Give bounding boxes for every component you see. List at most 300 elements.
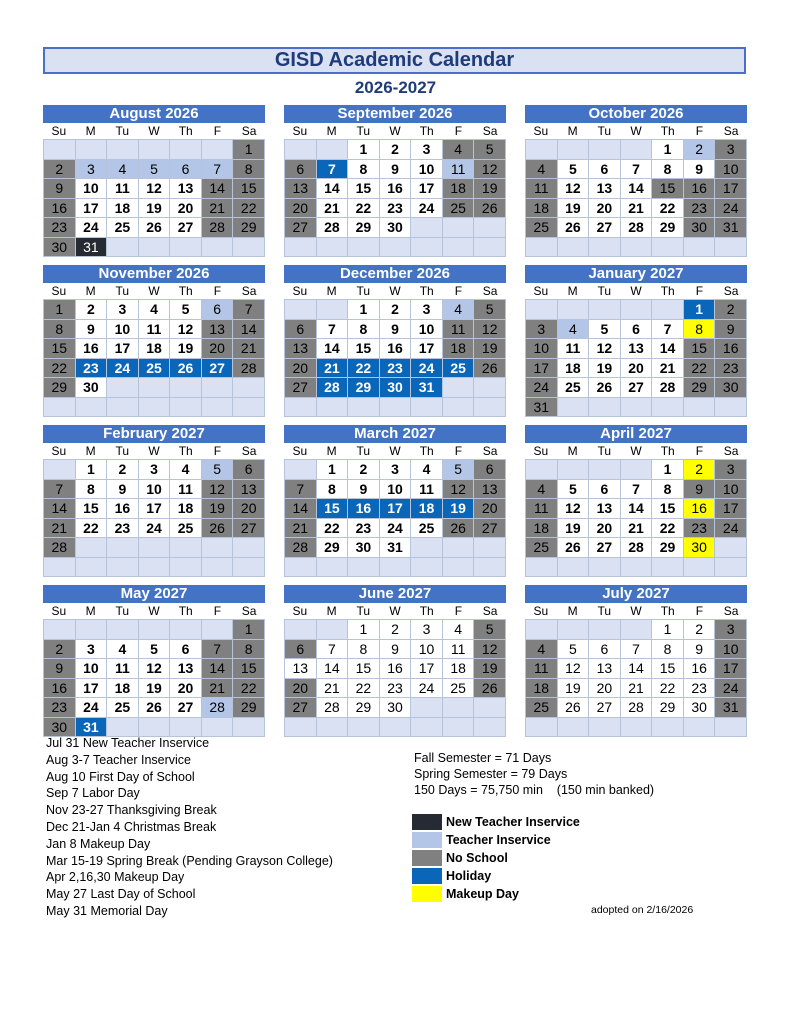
day-cell: 6 [589, 160, 620, 179]
day-cell: 9 [684, 160, 715, 179]
day-cell: 8 [348, 640, 379, 659]
day-cell: 8 [652, 640, 683, 659]
day-cell: 1 [652, 460, 683, 479]
day-cell: 28 [233, 359, 264, 378]
day-cell: 20 [474, 499, 505, 518]
empty-cell [684, 718, 715, 737]
empty-cell [139, 398, 170, 417]
day-cell: 12 [170, 320, 201, 339]
day-cell: 21 [44, 519, 75, 538]
day-cell: 7 [621, 480, 652, 499]
empty-cell [715, 238, 746, 257]
day-cell: 24 [526, 378, 557, 397]
empty-cell [443, 398, 474, 417]
day-cell: 5 [170, 300, 201, 319]
total-days: 150 Days = 75,750 min (150 min banked) [414, 783, 655, 797]
day-cell: 11 [170, 480, 201, 499]
day-cell: 4 [526, 640, 557, 659]
empty-cell [558, 238, 589, 257]
day-cell: 28 [44, 538, 75, 557]
weekday-label: M [85, 284, 96, 298]
day-cell: 4 [443, 300, 474, 319]
day-cell: 20 [589, 679, 620, 698]
month-calendar [43, 105, 265, 257]
day-grid [43, 459, 265, 577]
day-cell: 27 [285, 698, 316, 717]
weekday-header [284, 443, 506, 459]
day-cell: 3 [107, 300, 138, 319]
day-cell: 6 [285, 320, 316, 339]
day-cell: 31 [715, 698, 746, 717]
semester-stats [414, 750, 654, 798]
day-cell: 29 [348, 378, 379, 397]
day-cell: 2 [380, 300, 411, 319]
day-cell: 14 [233, 320, 264, 339]
weekday-header [284, 603, 506, 619]
weekday-label: Tu [356, 284, 371, 298]
empty-cell [380, 238, 411, 257]
day-cell: 25 [443, 679, 474, 698]
day-cell: 11 [139, 320, 170, 339]
day-cell: 12 [202, 480, 233, 499]
empty-cell [621, 300, 652, 319]
day-cell: 4 [411, 460, 442, 479]
weekday-label: M [326, 444, 337, 458]
empty-cell [652, 558, 683, 577]
weekday-label: Tu [597, 444, 612, 458]
weekday-label: M [567, 124, 578, 138]
weekday-label: Sa [723, 124, 739, 138]
day-cell: 22 [652, 199, 683, 218]
weekday-label: F [213, 444, 222, 458]
empty-cell [443, 718, 474, 737]
day-cell: 6 [621, 320, 652, 339]
day-cell: 3 [380, 460, 411, 479]
weekday-label: Th [660, 284, 675, 298]
weekday-label: W [389, 604, 401, 618]
day-cell: 3 [715, 460, 746, 479]
day-cell: 8 [684, 320, 715, 339]
day-cell: 17 [411, 179, 442, 198]
empty-cell [621, 718, 652, 737]
empty-cell [170, 718, 201, 737]
weekday-label: Sa [482, 444, 498, 458]
adopted-date: adopted on 2/16/2026 [591, 904, 694, 916]
day-cell: 29 [233, 698, 264, 717]
day-cell: 4 [170, 460, 201, 479]
day-cell: 30 [684, 538, 715, 557]
day-cell: 7 [317, 320, 348, 339]
empty-cell [526, 620, 557, 639]
legend-item [412, 831, 580, 849]
day-cell: 17 [715, 499, 746, 518]
empty-cell [285, 398, 316, 417]
empty-cell [76, 538, 107, 557]
day-cell: 16 [684, 659, 715, 678]
empty-cell [317, 238, 348, 257]
weekday-label: M [85, 124, 96, 138]
day-cell: 22 [233, 679, 264, 698]
day-cell: 10 [139, 480, 170, 499]
day-cell: 3 [76, 640, 107, 659]
day-cell: 22 [348, 359, 379, 378]
weekday-label: Th [178, 284, 193, 298]
month-calendar [525, 585, 747, 737]
weekday-label: F [454, 124, 463, 138]
day-cell: 15 [76, 499, 107, 518]
empty-cell [715, 538, 746, 557]
day-cell: 5 [474, 300, 505, 319]
day-cell: 15 [652, 499, 683, 518]
day-cell: 28 [652, 378, 683, 397]
day-cell: 4 [558, 320, 589, 339]
day-cell: 26 [474, 679, 505, 698]
empty-cell [202, 558, 233, 577]
legend-swatch [412, 850, 442, 866]
day-cell: 5 [589, 320, 620, 339]
empty-cell [558, 300, 589, 319]
day-cell: 19 [139, 679, 170, 698]
legend-item [412, 849, 580, 867]
day-cell: 14 [285, 499, 316, 518]
day-cell: 12 [139, 659, 170, 678]
day-cell: 25 [107, 218, 138, 237]
day-cell: 22 [76, 519, 107, 538]
day-cell: 4 [443, 140, 474, 159]
day-cell: 28 [317, 698, 348, 717]
weekday-label: W [148, 124, 160, 138]
day-cell: 6 [285, 160, 316, 179]
day-grid [284, 139, 506, 257]
day-cell: 7 [621, 640, 652, 659]
day-cell: 7 [44, 480, 75, 499]
day-cell: 17 [411, 659, 442, 678]
day-cell: 6 [170, 640, 201, 659]
day-cell: 25 [170, 519, 201, 538]
empty-cell [526, 300, 557, 319]
day-cell: 19 [139, 199, 170, 218]
empty-cell [170, 140, 201, 159]
day-cell: 10 [380, 480, 411, 499]
empty-cell [202, 398, 233, 417]
day-cell: 20 [285, 359, 316, 378]
day-cell: 27 [285, 378, 316, 397]
empty-cell [411, 718, 442, 737]
weekday-label: Su [533, 604, 549, 618]
day-cell: 11 [443, 640, 474, 659]
day-cell: 17 [715, 659, 746, 678]
weekday-label: Sa [482, 284, 498, 298]
month-title: August 2026 [43, 105, 265, 123]
weekday-header [43, 603, 265, 619]
day-cell: 18 [443, 659, 474, 678]
day-cell: 14 [202, 659, 233, 678]
empty-cell [233, 378, 264, 397]
day-cell: 7 [233, 300, 264, 319]
day-cell: 23 [380, 359, 411, 378]
day-cell: 28 [285, 538, 316, 557]
month-title: June 2027 [284, 585, 506, 603]
weekday-label: Th [660, 124, 675, 138]
empty-cell [443, 538, 474, 557]
day-cell: 14 [621, 659, 652, 678]
day-cell: 8 [76, 480, 107, 499]
weekday-label: F [454, 604, 463, 618]
note-item: Aug 10 First Day of School [46, 769, 195, 784]
empty-cell [443, 238, 474, 257]
day-cell: 29 [44, 378, 75, 397]
day-cell: 15 [652, 659, 683, 678]
day-cell: 16 [380, 179, 411, 198]
weekday-label: F [695, 604, 704, 618]
day-cell: 17 [526, 359, 557, 378]
day-cell: 27 [474, 519, 505, 538]
day-cell: 8 [44, 320, 75, 339]
day-cell: 18 [526, 519, 557, 538]
empty-cell [317, 300, 348, 319]
weekday-label: F [213, 124, 222, 138]
day-cell: 3 [411, 300, 442, 319]
day-cell: 26 [558, 218, 589, 237]
empty-cell [285, 558, 316, 577]
day-cell: 1 [233, 620, 264, 639]
day-cell: 29 [348, 218, 379, 237]
empty-cell [107, 558, 138, 577]
day-cell: 30 [380, 218, 411, 237]
day-cell: 29 [652, 698, 683, 717]
day-cell: 26 [474, 359, 505, 378]
empty-cell [285, 460, 316, 479]
day-cell: 18 [107, 199, 138, 218]
weekday-label: Tu [356, 604, 371, 618]
legend-swatch [412, 868, 442, 884]
day-cell: 20 [170, 679, 201, 698]
day-cell: 23 [107, 519, 138, 538]
day-cell: 6 [285, 640, 316, 659]
day-cell: 22 [317, 519, 348, 538]
empty-cell [684, 398, 715, 417]
day-cell: 11 [411, 480, 442, 499]
day-cell: 14 [621, 499, 652, 518]
day-cell: 5 [139, 640, 170, 659]
day-cell: 7 [317, 640, 348, 659]
empty-cell [44, 140, 75, 159]
day-cell: 31 [76, 238, 107, 257]
empty-cell [202, 238, 233, 257]
weekday-label: Sa [723, 284, 739, 298]
day-cell: 27 [589, 698, 620, 717]
page-title: GISD Academic Calendar [43, 47, 746, 74]
day-cell: 30 [44, 718, 75, 737]
day-cell: 2 [44, 640, 75, 659]
day-cell: 6 [233, 460, 264, 479]
empty-cell [652, 718, 683, 737]
empty-cell [474, 378, 505, 397]
day-cell: 29 [317, 538, 348, 557]
day-cell: 27 [589, 538, 620, 557]
day-cell: 25 [443, 199, 474, 218]
weekday-label: M [85, 604, 96, 618]
month-title: November 2026 [43, 265, 265, 283]
empty-cell [202, 140, 233, 159]
empty-cell [589, 460, 620, 479]
day-cell: 19 [558, 199, 589, 218]
weekday-label: Th [178, 444, 193, 458]
day-cell: 15 [233, 179, 264, 198]
day-cell: 16 [44, 199, 75, 218]
day-cell: 13 [285, 659, 316, 678]
day-cell: 6 [589, 640, 620, 659]
day-cell: 18 [170, 499, 201, 518]
day-cell: 31 [380, 538, 411, 557]
weekday-label: Tu [597, 124, 612, 138]
day-cell: 28 [621, 218, 652, 237]
day-cell: 17 [380, 499, 411, 518]
day-cell: 29 [348, 698, 379, 717]
empty-cell [526, 558, 557, 577]
empty-cell [380, 398, 411, 417]
day-cell: 10 [715, 480, 746, 499]
empty-cell [443, 218, 474, 237]
empty-cell [202, 718, 233, 737]
weekday-label: F [454, 284, 463, 298]
empty-cell [589, 558, 620, 577]
note-item: Aug 3-7 Teacher Inservice [46, 752, 191, 767]
empty-cell [474, 218, 505, 237]
day-cell: 15 [317, 499, 348, 518]
empty-cell [233, 718, 264, 737]
empty-cell [684, 558, 715, 577]
day-cell: 9 [44, 179, 75, 198]
empty-cell [443, 558, 474, 577]
day-cell: 20 [202, 339, 233, 358]
day-cell: 25 [107, 698, 138, 717]
weekday-header [525, 123, 747, 139]
day-cell: 27 [285, 218, 316, 237]
day-cell: 9 [76, 320, 107, 339]
day-cell: 1 [233, 140, 264, 159]
day-cell: 25 [526, 538, 557, 557]
day-cell: 19 [202, 499, 233, 518]
note-item: May 31 Memorial Day [46, 903, 168, 918]
day-cell: 24 [411, 199, 442, 218]
day-cell: 24 [411, 359, 442, 378]
day-cell: 11 [443, 160, 474, 179]
day-grid [525, 139, 747, 257]
day-cell: 31 [411, 378, 442, 397]
weekday-label: M [567, 444, 578, 458]
weekday-label: F [213, 284, 222, 298]
empty-cell [285, 238, 316, 257]
empty-cell [317, 140, 348, 159]
day-cell: 14 [317, 659, 348, 678]
day-cell: 22 [652, 679, 683, 698]
month-title: May 2027 [43, 585, 265, 603]
day-cell: 26 [558, 698, 589, 717]
note-item: Apr 2,16,30 Makeup Day [46, 870, 185, 885]
day-cell: 3 [715, 620, 746, 639]
day-cell: 1 [348, 620, 379, 639]
day-cell: 5 [139, 160, 170, 179]
empty-cell [411, 538, 442, 557]
note-item: Mar 15-19 Spring Break (Pending Grayson College) [46, 853, 333, 868]
empty-cell [76, 140, 107, 159]
weekday-label: W [148, 284, 160, 298]
day-cell: 27 [170, 218, 201, 237]
day-cell: 23 [76, 359, 107, 378]
empty-cell [558, 558, 589, 577]
day-cell: 15 [652, 179, 683, 198]
day-cell: 31 [715, 218, 746, 237]
day-cell: 26 [558, 538, 589, 557]
empty-cell [380, 558, 411, 577]
day-cell: 13 [170, 659, 201, 678]
day-cell: 12 [474, 640, 505, 659]
day-cell: 25 [139, 359, 170, 378]
day-cell: 25 [526, 698, 557, 717]
empty-cell [621, 140, 652, 159]
empty-cell [589, 300, 620, 319]
day-cell: 4 [107, 160, 138, 179]
weekday-label: Tu [356, 444, 371, 458]
empty-cell [107, 538, 138, 557]
weekday-label: F [695, 284, 704, 298]
month-calendar [525, 265, 747, 417]
day-cell: 28 [317, 378, 348, 397]
day-cell: 14 [621, 179, 652, 198]
legend-item [412, 813, 580, 831]
day-cell: 2 [715, 300, 746, 319]
day-cell: 30 [380, 378, 411, 397]
day-cell: 31 [76, 718, 107, 737]
legend-label: New Teacher Inservice [446, 815, 580, 829]
empty-cell [558, 718, 589, 737]
day-cell: 23 [684, 679, 715, 698]
day-cell: 7 [652, 320, 683, 339]
day-cell: 16 [684, 179, 715, 198]
day-cell: 12 [558, 179, 589, 198]
empty-cell [76, 558, 107, 577]
day-cell: 24 [107, 359, 138, 378]
weekday-label: W [389, 444, 401, 458]
empty-cell [170, 378, 201, 397]
day-cell: 15 [684, 339, 715, 358]
day-cell: 21 [317, 199, 348, 218]
weekday-label: Su [51, 124, 67, 138]
weekday-label: M [326, 124, 337, 138]
day-cell: 1 [348, 140, 379, 159]
empty-cell [107, 378, 138, 397]
weekday-label: Th [178, 604, 193, 618]
month-calendar [284, 585, 506, 737]
day-cell: 11 [526, 179, 557, 198]
day-cell: 8 [348, 160, 379, 179]
day-cell: 29 [233, 218, 264, 237]
weekday-label: Sa [482, 124, 498, 138]
day-cell: 29 [652, 218, 683, 237]
empty-cell [380, 718, 411, 737]
weekday-label: F [695, 444, 704, 458]
weekday-header [43, 123, 265, 139]
day-cell: 9 [380, 320, 411, 339]
day-cell: 2 [380, 140, 411, 159]
empty-cell [411, 558, 442, 577]
day-cell: 10 [411, 160, 442, 179]
empty-cell [526, 718, 557, 737]
weekday-label: Su [292, 124, 308, 138]
day-cell: 21 [202, 199, 233, 218]
day-cell: 13 [202, 320, 233, 339]
